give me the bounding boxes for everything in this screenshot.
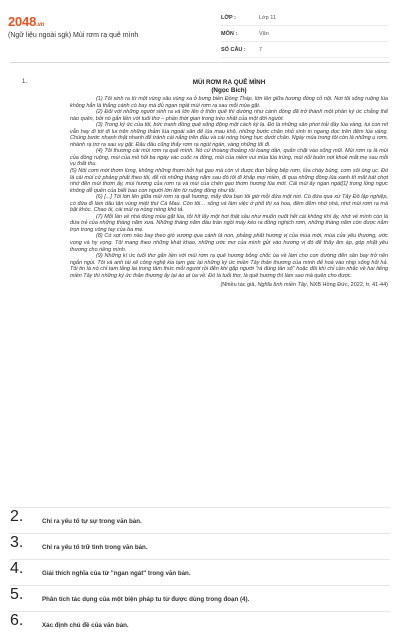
passage-paragraph: (7) Mỗi lần về nhà đúng mùa gặt lúa, tôi hít lấy một hơi thật sâu như muốn nuốt hết cái không khí ấy, nhớ về mình còn là đứa trẻ của những tháng năm xưa. Những tháng năm đầu trần ngồi máy kéo ra đồng nghịch rơm, những tháng năm còn được nằm trọn trong vòng tay của ba mẹ.	[70, 213, 388, 233]
meta-key-question-count: SỐ CÂU :	[221, 46, 246, 53]
passage-paragraph: (9) Những kí ức tuổi thơ gắn liền với mùi rơm rạ quê hương bỗng chốc ùa về làm cho con đường đến sân bay trở nên ngắn ngủi. Tôi và anh tài xế công nghệ kia tạm gác lại những ký ức miền Tây thân thương của mình để hoà vào nhịp sống hối hả. Tôi tin là nó chỉ tạm lắng lại trong tâm thức mỗi người rồi đến khi gặp người "rà đúng tần số" hoặc đôi khi chỉ cần nhắc về hai tiếng miền Tây thì những ký ức thân thương ấy lại ào ạt ùa về. Đó là tuổi thơ, là quê hương thì làm sao mà quên cho được.	[70, 253, 388, 279]
passage-paragraph: (5) Nôi cơm mới thơm lừng, không những thơm bởi hạt gạo mà còn vì được đun bằng bếp rơm, lửa cháy bùng, cơm sôi ùng ục. Đó là cái mùi cứ phảng phất theo tôi, để rồi những tháng năm sau đó tôi đi khắp mọi miền, đi qua những đồng lúa xanh tít mắt bát chợt nhớ đến mùi thơm ấy, mùi hương của rơm rạ và mùi của chén gạo thơm hương lúa mới. Cái mùi ấy ngan ngát[1] trong lồng ngực không dễ quên của biết bao con người lớn lên từ ruộng đồng như tôi.	[70, 168, 388, 194]
meta-row-question-count	[221, 42, 389, 58]
meta-row-class	[221, 10, 389, 26]
site-logo[interactable]	[8, 14, 44, 29]
meta-value-subject: Văn	[259, 30, 269, 37]
passage-title: MÙI RƠM RẠ QUÊ MÌNH	[192, 79, 266, 86]
passage-source	[70, 282, 388, 289]
passage-paragraph: (4) Tôi thương cái mùi rơm rạ quê mình. Nó cứ thoang thoảng rồi loang dần, quấn chặt vào sống mũi. Mùi rơm rạ là mùi của đồng ruộng, mùi của mồ hôi ba ngày vác cuốc ra đồng, mùi của niềm vui mùa lúa trúng, mùi nỗi buồn nơi khoé mắt mẹ sau mỗi vụ thất thu.	[70, 148, 388, 168]
source-suffix: , NXB Hồng Đức, 2022, tr. 41-44)	[306, 282, 388, 289]
passage-paragraph: (6) [...] Tôi lớn lên giữa mùi rơm rạ quê hương, mấy đứa bạn tôi giờ mỗi đứa một nơi. Có đứa qua xứ Tây Đô lập nghiệp, có đứa đi làm dâu tận vùng miệt thứ Cà Mau. Còn tôi… sống và làm việc ở phố thị xa hoa, đêm đêm nhớ nhà, nhớ mùi rơm rạ mà bật khóc. Chao ôi, cái mùi rạ nồng nồng khó tả.	[70, 194, 388, 214]
question-text: Chỉ ra yếu tố trữ tình trong văn bản.	[42, 544, 148, 551]
passage-paragraph: (1) Tôi sinh ra từ một vùng sâu vùng xa ở bưng biền Đồng Tháp, lớn lên giữa hương đồng cỏ nội. Nơi tôi sống ruộng lúa không hẳn là thẳng cánh cò bay mà đủ ngan ngát mùi rơm rạ sau mỗi mùa gặt.	[70, 96, 388, 109]
question-number: 2.	[10, 508, 24, 525]
passage-paragraph: (8) Có sợi rơm nào bay theo gió vương qua cánh lá non, phảng phất hương vị của mùa mới, mùa của yêu thương, ước vọng và hy vọng. Tôi mang theo những khát khao, những ước mơ của mình gửi vào hương vị đó để thấy ấm áp, góp nhặt yêu thương cho riêng mình.	[70, 233, 388, 253]
source-book-title: Nghĩa tình miền Tây	[257, 282, 307, 289]
question-1	[0, 63, 400, 507]
question-text: Giải thích nghĩa của từ "ngan ngát" trong văn bản.	[42, 570, 191, 577]
question-number: 4.	[10, 560, 24, 577]
question-number: 1.	[22, 79, 28, 85]
question-text: Xác định chủ đề của văn bản.	[42, 622, 129, 629]
logo-main: 2048	[8, 14, 37, 29]
page-header	[0, 0, 400, 62]
question-text: Phân tích tác dụng của một biện pháp tu từ được dùng trong đoạn (4).	[42, 596, 250, 603]
passage-author: (Ngọc Bích)	[211, 87, 247, 94]
question-4	[10, 559, 390, 585]
question-number: 3.	[10, 534, 24, 551]
source-prefix: (Nhiều tác giả,	[220, 282, 258, 289]
meta-value-question-count: 7	[259, 46, 263, 53]
meta-key-subject: MÔN :	[221, 30, 238, 37]
meta-value-class: Lớp 11	[259, 14, 276, 21]
logo-tld: .vn	[36, 22, 45, 28]
question-number: 6.	[10, 612, 24, 629]
question-2	[10, 507, 390, 533]
document-subtitle: (Ngữ liệu ngoài sgk) Mùi rơm rạ quê mình	[8, 32, 139, 39]
question-5	[10, 585, 390, 611]
passage-paragraph: (2) Đối với những người sinh ra và lớn lên ở thôn quê thì dường như cánh đồng đã trở thành một phần ký ức chẳng thể nào quên, bởi nó gắn liền với tuổi thơ – phần thời gian trong trẻo nhất của một đời người.	[70, 109, 388, 122]
question-6	[10, 611, 390, 637]
reading-passage	[70, 79, 388, 289]
question-number: 5.	[10, 586, 24, 603]
meta-row-subject	[221, 26, 389, 42]
question-3	[10, 533, 390, 559]
question-text: Chỉ ra yếu tố tự sự trong văn bản.	[42, 518, 142, 525]
meta-key-class: LỚP :	[221, 14, 236, 21]
meta-info-table	[221, 10, 389, 58]
passage-paragraph: (3) Trong ký ức của tôi, bức tranh đồng quê sống động một cách kỳ lạ. Đó là những sân phơi trải đầy lúa vàng, tụi con nít vẫn hay đi tới đi lui trên những thảm lúa ngoài sân để lúa mau khô, những bước chân nhỏ xinh in ngang dọc trên đệm lúa vàng. Chúng bước nhanh thật nhanh để tránh cái nắng trên đầu và cái nóng hừng hực dưới chân. Ngày mùa trong tôi còn là những ụ rơm, nhành rạ trơ ra sau vụ gặt. Đâu đâu cũng thấy rơm rạ ngút ngàn, vàng những lối đi.	[70, 122, 388, 148]
